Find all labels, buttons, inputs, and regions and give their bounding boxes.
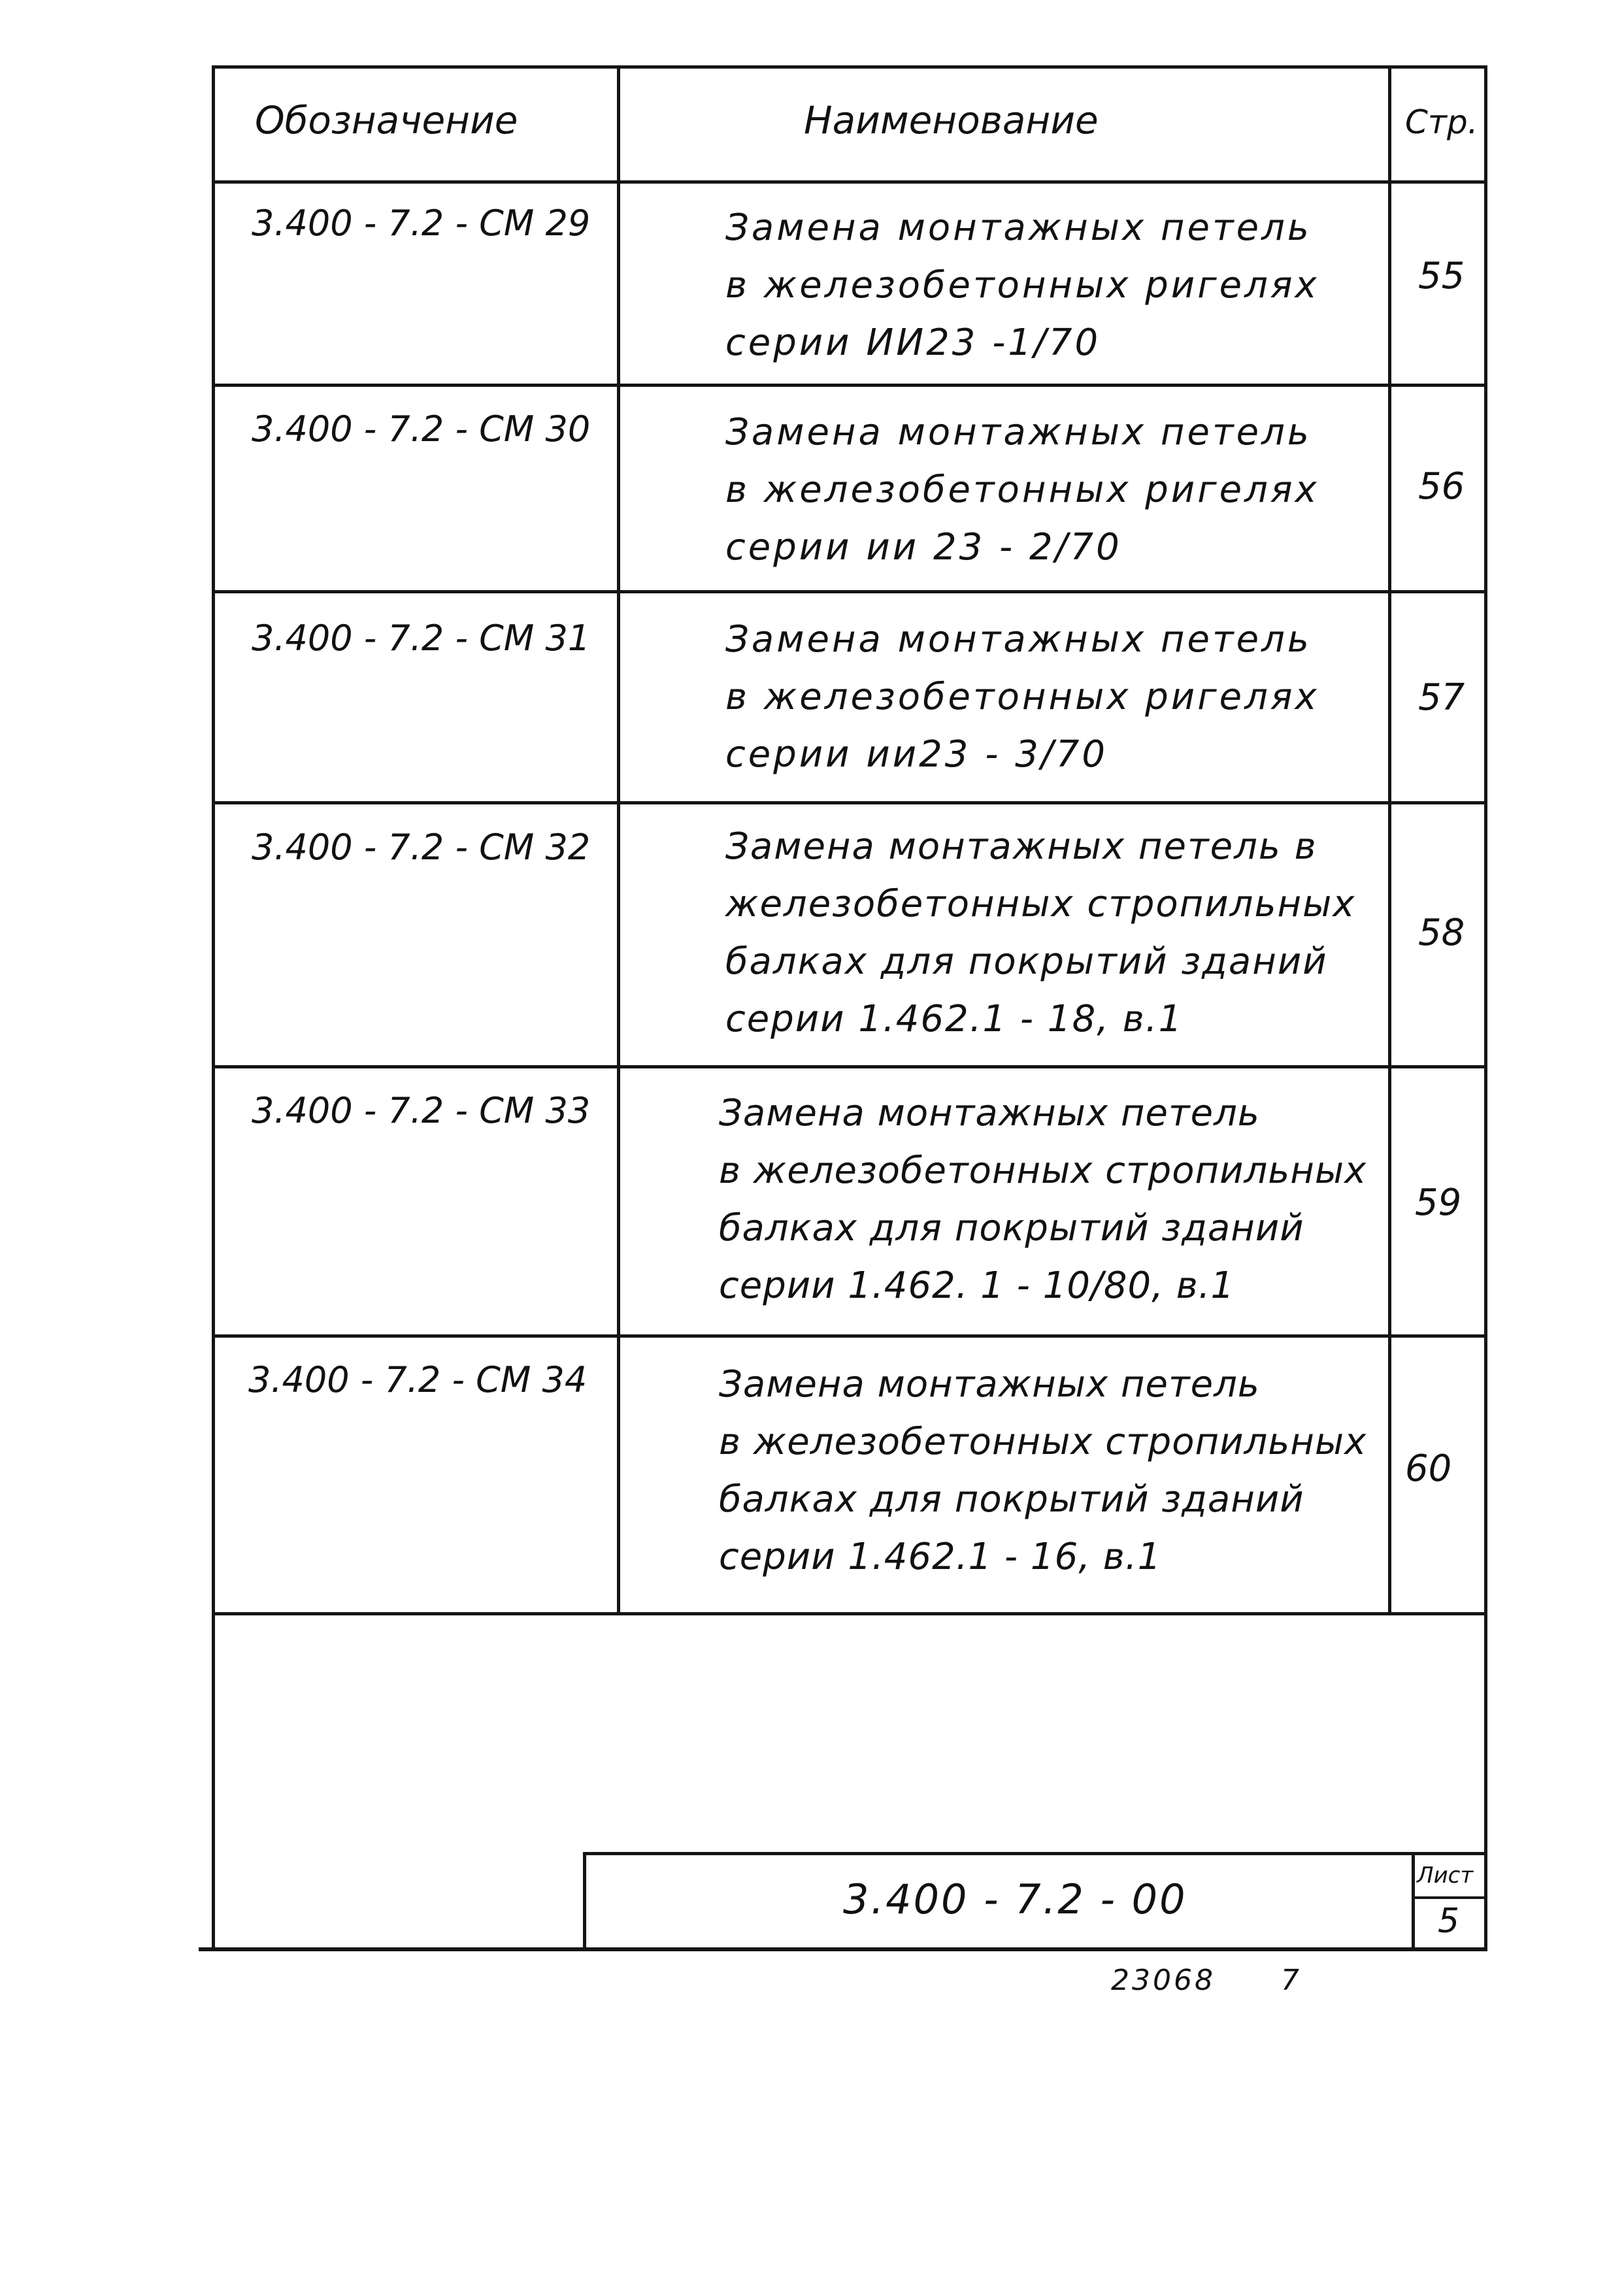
row-1-name-line-3: серии ИИ23 -1/70 xyxy=(725,322,1101,364)
row-2-name xyxy=(725,404,1319,576)
row-4-name-line-2: железобетонных стропильных xyxy=(725,883,1356,925)
row-2-page: 56 xyxy=(1418,465,1465,508)
footer-archive-number: 23068 xyxy=(1111,1964,1216,1997)
row-2-name-line-3: серии ии 23 - 2/70 xyxy=(725,526,1122,569)
table-bottom-line xyxy=(212,1612,1487,1615)
row-6-code: 3.400 - 7.2 - СМ 34 xyxy=(248,1359,588,1400)
stamp-sheet-label-line xyxy=(1412,1896,1487,1899)
row-3-page: 57 xyxy=(1418,676,1465,719)
row-4-page: 58 xyxy=(1418,912,1465,954)
header-bottom-line xyxy=(212,180,1487,184)
row-5-name-line-3: балках для покрытий зданий xyxy=(719,1207,1304,1249)
stamp-left-line xyxy=(583,1852,586,1951)
row-1-code: 3.400 - 7.2 - СМ 29 xyxy=(252,203,591,244)
row-1-page: 55 xyxy=(1418,255,1465,297)
column-divider-2 xyxy=(1388,65,1391,1615)
row-5-page: 59 xyxy=(1415,1181,1462,1224)
frame-bottom-line xyxy=(199,1947,1487,1951)
footer-copy-number: 7 xyxy=(1281,1964,1302,1997)
row-5-name-line-2: в железобетонных стропильных xyxy=(719,1149,1367,1192)
row-2-name-line-1: Замена монтажных петель xyxy=(725,411,1312,454)
row-4-name xyxy=(725,818,1355,1048)
row-5-name-line-4: серии 1.462. 1 - 10/80, в.1 xyxy=(719,1264,1235,1307)
row-6-name-line-3: балках для покрытий зданий xyxy=(719,1478,1304,1521)
row-6-name-line-1: Замена монтажных петель xyxy=(719,1363,1260,1406)
row-divider-2 xyxy=(212,590,1487,593)
row-4-code: 3.400 - 7.2 - СМ 32 xyxy=(252,827,591,868)
row-6-page: 60 xyxy=(1405,1447,1452,1490)
row-divider-1 xyxy=(212,384,1487,387)
row-3-name-line-1: Замена монтажных петель xyxy=(725,618,1312,661)
header-name: Наименование xyxy=(804,98,1099,142)
row-4-name-line-3: балках для покрытий зданий xyxy=(725,940,1328,983)
row-6-name xyxy=(719,1356,1367,1586)
row-1-name-line-1: Замена монтажных петель xyxy=(725,206,1312,249)
stamp-sheet-divider xyxy=(1412,1852,1415,1951)
column-divider-1 xyxy=(617,65,620,1615)
row-3-name-line-3: серии ии23 - 3/70 xyxy=(725,733,1108,776)
frame-top-line xyxy=(212,65,1487,69)
stamp-document-code: 3.400 - 7.2 - 00 xyxy=(843,1875,1187,1923)
row-2-name-line-2: в железобетонных ригелях xyxy=(725,469,1319,511)
row-3-name-line-2: в железобетонных ригелях xyxy=(725,676,1319,718)
row-5-name xyxy=(719,1085,1367,1315)
frame-right-line xyxy=(1484,65,1487,1951)
stamp-sheet-label: Лист xyxy=(1417,1862,1474,1889)
row-6-name-line-4: серии 1.462.1 - 16, в.1 xyxy=(719,1536,1162,1578)
row-1-name-line-2: в железобетонных ригелях xyxy=(725,264,1319,306)
row-4-name-line-4: серии 1.462.1 - 18, в.1 xyxy=(725,998,1184,1040)
header-page: Стр. xyxy=(1405,103,1478,141)
row-4-name-line-1: Замена монтажных петель в xyxy=(725,825,1317,868)
row-5-code: 3.400 - 7.2 - СМ 33 xyxy=(252,1090,591,1131)
row-divider-3 xyxy=(212,801,1487,804)
row-6-name-line-2: в железобетонных стропильных xyxy=(719,1421,1367,1463)
row-2-code: 3.400 - 7.2 - СМ 30 xyxy=(252,408,591,450)
row-divider-4 xyxy=(212,1065,1487,1068)
row-3-name xyxy=(725,611,1319,784)
row-divider-5 xyxy=(212,1334,1487,1338)
stamp-sheet-number: 5 xyxy=(1438,1902,1460,1941)
stamp-top-line xyxy=(583,1852,1487,1855)
row-1-name xyxy=(725,199,1319,372)
row-3-code: 3.400 - 7.2 - СМ 31 xyxy=(252,618,591,659)
row-5-name-line-1: Замена монтажных петель xyxy=(719,1092,1260,1134)
header-designation: Обозначение xyxy=(255,98,518,142)
frame-left-line xyxy=(212,65,215,1951)
